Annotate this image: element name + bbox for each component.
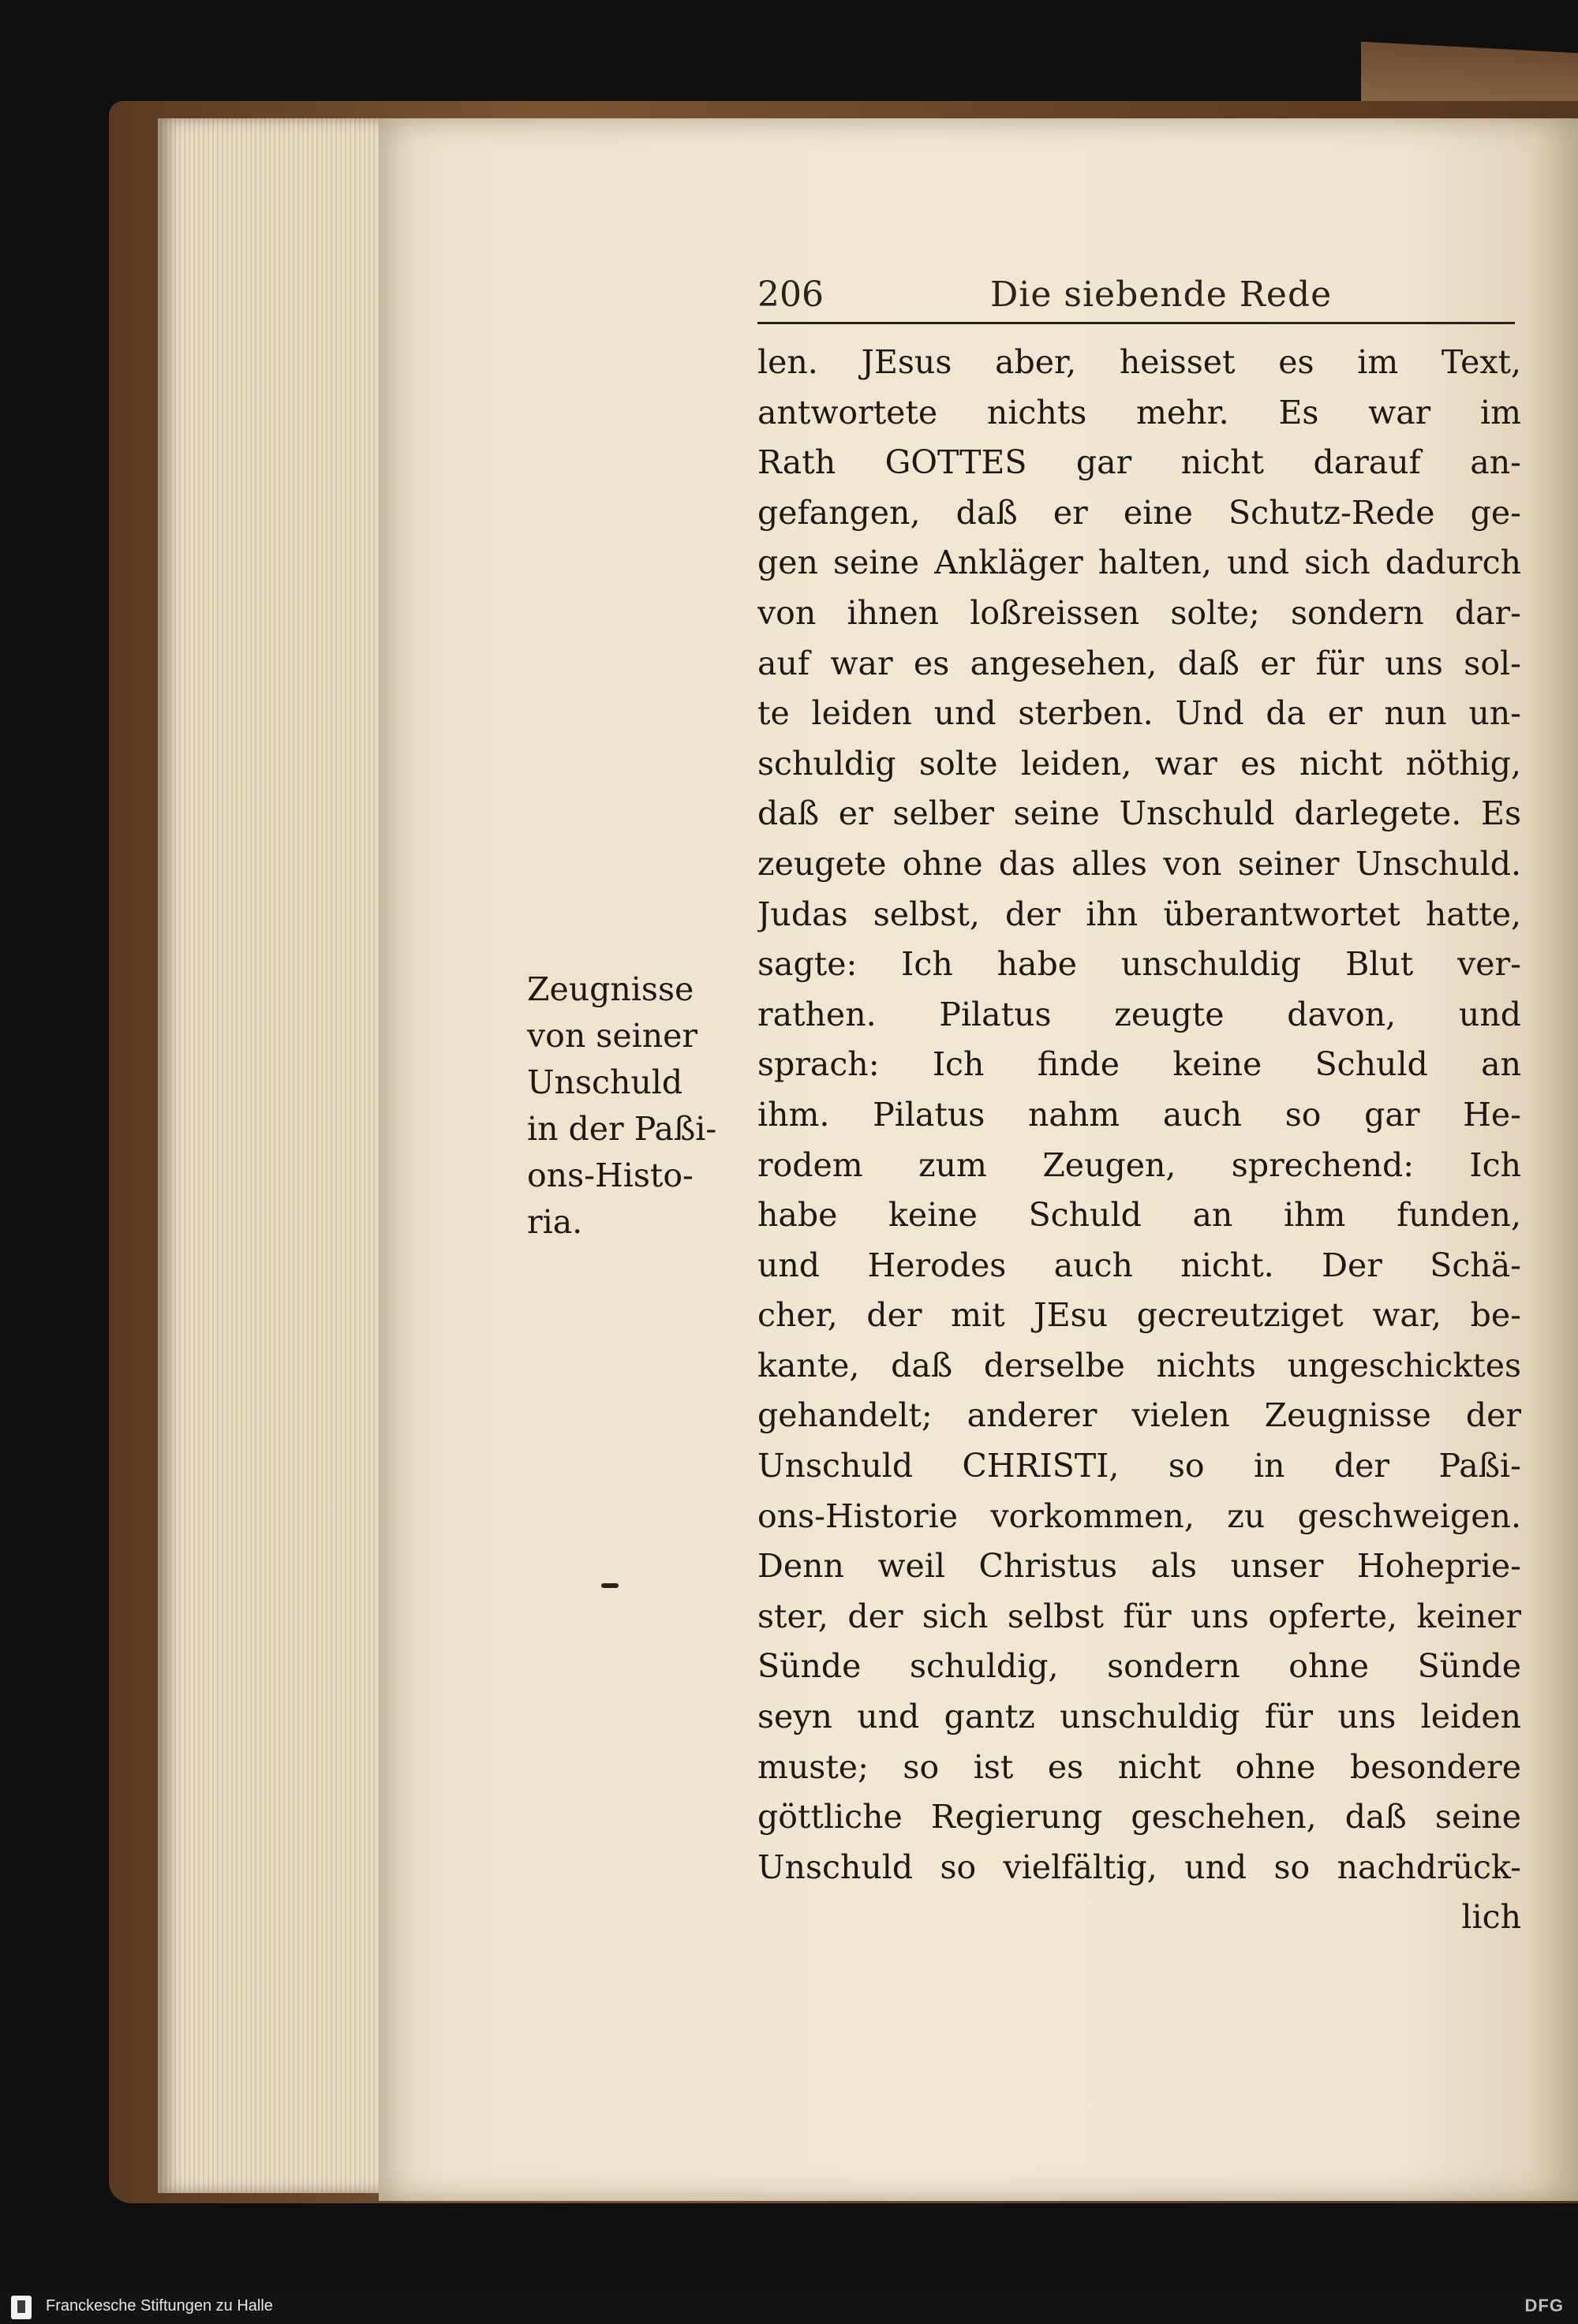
ink-mark — [601, 1583, 619, 1588]
text-line: auf war es angesehen, daß er für uns sol- — [757, 644, 1521, 682]
text-line: sagte: Ich habe unschuldig Blut ver- — [757, 945, 1521, 984]
text-line: göttliche Regierung geschehen, daß seine — [757, 1798, 1521, 1836]
text-line: cher, der mit JEsu gecreutziget war, be- — [757, 1296, 1521, 1335]
text-line: antwortete nichts mehr. Es war im — [757, 393, 1521, 432]
text-line: Sünde schuldig, sondern ohne Sünde — [757, 1647, 1521, 1686]
margin-note-line: von seiner — [527, 1017, 697, 1055]
running-title: Die siebende Rede — [990, 275, 1333, 315]
text-line: Unschuld so vielfältig, und so nachdrück- — [757, 1848, 1521, 1886]
text-line: rodem zum Zeugen, sprechend: Ich — [757, 1145, 1521, 1184]
text-line: te leiden und sterben. Und da er nun un- — [757, 694, 1521, 733]
text-line: gen seine Ankläger halten, und sich dadurch — [757, 544, 1521, 582]
text-line: schuldig solte leiden, war es nicht nöthig, — [757, 744, 1521, 783]
text-line: daß er selber seine Unschuld darlegete. Es — [757, 794, 1521, 833]
text-line: seyn und gantz unschuldig für uns leiden — [757, 1698, 1521, 1736]
body-text — [757, 338, 1521, 1943]
page-edges — [158, 118, 387, 2193]
text-line: rathen. Pilatus zeugte davon, und — [757, 995, 1521, 1033]
margin-note-line: ria. — [527, 1203, 583, 1241]
text-line: kante, daß derselbe nichts ungeschicktes — [757, 1346, 1521, 1384]
text-line: und Herodes auch nicht. Der Schä- — [757, 1246, 1521, 1284]
margin-note-line: Zeugnisse — [527, 970, 694, 1008]
catchword: lich — [1461, 1898, 1521, 1937]
text-line: Judas selbst, der ihn überantwortet hatte, — [757, 895, 1521, 933]
text-line: muste; so ist es nicht ohne besondere — [757, 1747, 1521, 1786]
margin-note — [527, 966, 732, 1246]
footer-dfg-mark: DFG — [1524, 2296, 1564, 2315]
page-header — [757, 275, 1515, 324]
page-number: 206 — [757, 275, 824, 315]
text-line: Unschuld CHRISTI, so in der Paßi- — [757, 1447, 1521, 1485]
text-line: ons-Historie vorkommen, zu geschweigen. — [757, 1496, 1521, 1535]
text-line: gefangen, daß er eine Schutz-Rede ge- — [757, 493, 1521, 532]
text-line: habe keine Schuld an ihm funden, — [757, 1196, 1521, 1235]
text-line: von ihnen loßreissen solte; sondern dar- — [757, 593, 1521, 632]
text-line: gehandelt; anderer vielen Zeugnisse der — [757, 1396, 1521, 1435]
text-line: Rath GOTTES gar nicht darauf an- — [757, 443, 1521, 482]
margin-note-line: ons-Histo- — [527, 1156, 694, 1194]
text-line: Denn weil Christus als unser Hoheprie- — [757, 1547, 1521, 1586]
text-line: ster, der sich selbst für uns opferte, keiner — [757, 1597, 1521, 1635]
margin-note-line: Unschuld — [527, 1063, 683, 1101]
text-line: sprach: Ich finde keine Schuld an — [757, 1045, 1521, 1084]
text-line: ihm. Pilatus nahm auch so gar He- — [757, 1095, 1521, 1134]
margin-note-line: in der Paßi- — [527, 1110, 717, 1148]
text-line: zeugete ohne das alles von seiner Unschuld. — [757, 844, 1521, 883]
institution-logo-icon — [11, 2296, 32, 2319]
footer-institution: Franckesche Stiftungen zu Halle — [46, 2297, 273, 2315]
text-line: len. JEsus aber, heisset es im Text, — [757, 343, 1521, 381]
